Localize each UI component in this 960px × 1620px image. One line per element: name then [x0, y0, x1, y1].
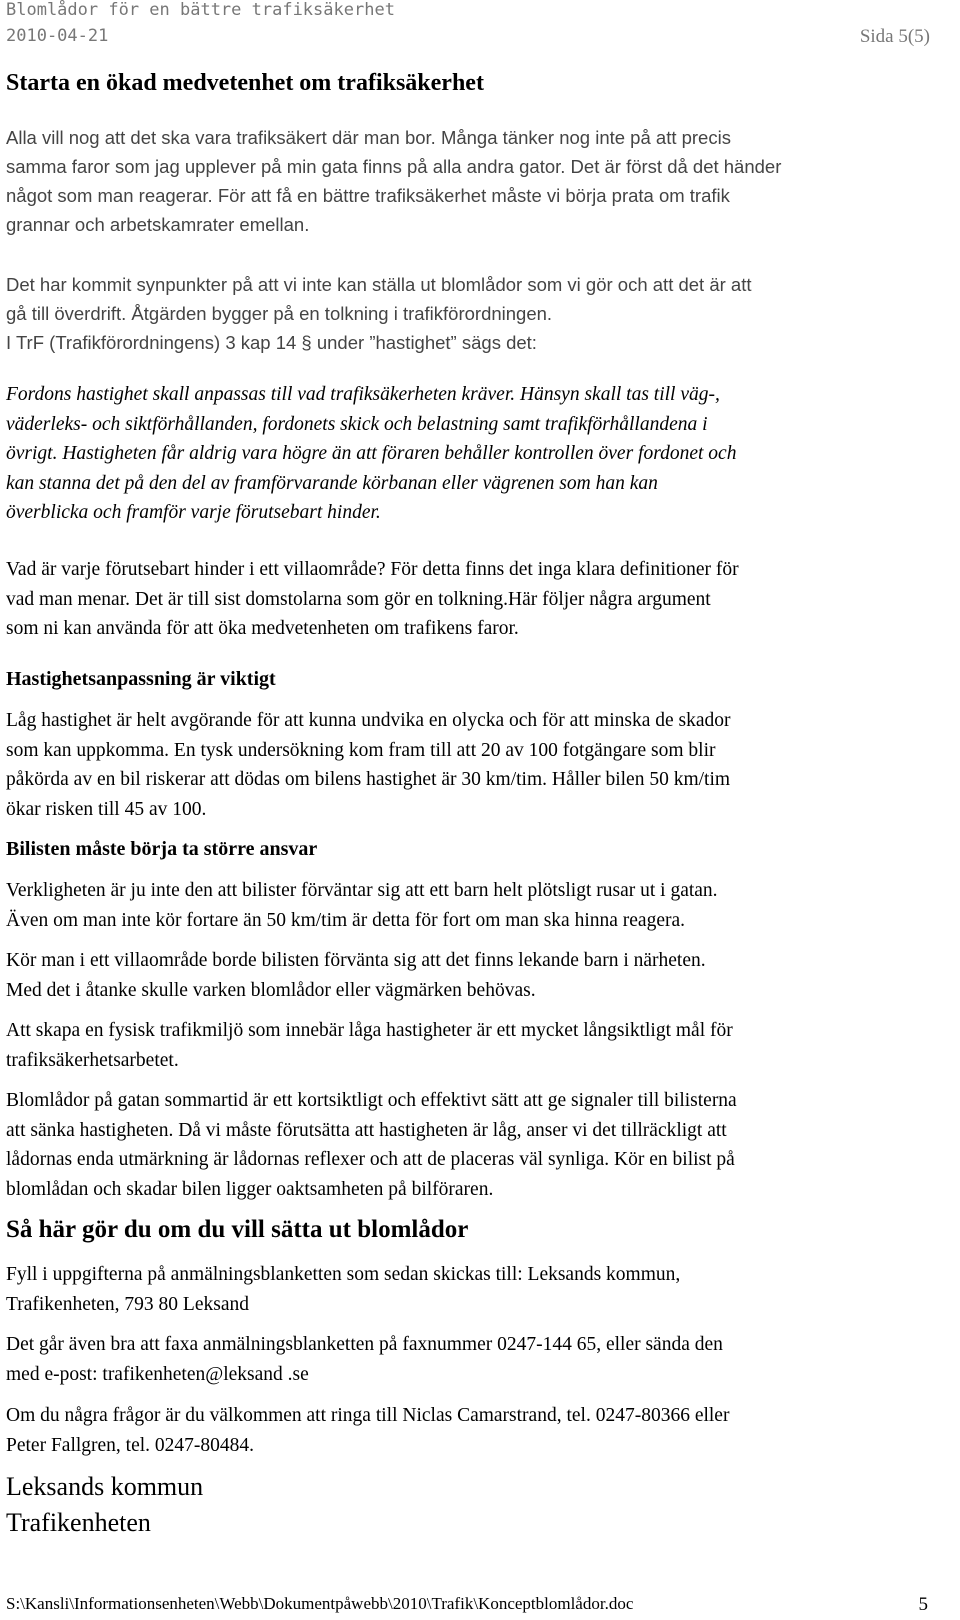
signature-department: Trafikenheten	[6, 1508, 151, 1537]
section-speed-paragraph	[6, 706, 936, 824]
howto-line: Om du några frågor är du välkommen att ringa till Niclas Camarstrand, tel. 0247-80366 eller	[6, 1405, 730, 1426]
question-line: Vad är varje förutsebart hinder i ett villaområde? För detta finns det inga klara definitioner för	[6, 559, 739, 580]
howto-line: Fyll i uppgifterna på anmälningsblanketten som sedan skickas till: Leksands kommun,	[6, 1264, 681, 1285]
driver-line: blomlådan och skadar bilen ligger oaktsamheten på bilföraren.	[6, 1178, 494, 1200]
driver-line: Med det i åtanke skulle varken blomlådor eller vägmärken behövas.	[6, 979, 536, 1001]
quote-line: kan stanna det på den del av framförvarande körbanan eller vägrenen som han kan	[6, 472, 658, 494]
speed-line: påkörda av en bil riskerar att dödas om bilens hastighet är 30 km/tim. Håller bilen 50 km/tim	[6, 769, 731, 790]
intro-line: grannar och arbetskamrater emellan.	[6, 214, 310, 235]
intro-line: något som man reagerar. För att få en bättre trafiksäkerhet måste vi börja prata om trafik	[6, 185, 730, 206]
question-paragraph	[6, 555, 936, 644]
quote-line: överblicka och framför varje förutsebart hinder.	[6, 502, 381, 523]
heading-awareness: Starta en ökad medvetenhet om trafiksäkerhet	[6, 70, 484, 96]
howto-paragraph-3	[6, 1401, 936, 1460]
question-line: vad man menar. Det är till sist domstolarna som gör en tolkning.Här följer några argument	[6, 588, 711, 610]
speed-line: som kan uppkomma. En tysk undersökning kom fram till att 20 av 100 fotgängare som blir	[6, 739, 716, 761]
driver-line: Kör man i ett villaområde borde bilisten förvänta sig att det finns lekande barn i närheten.	[6, 950, 706, 971]
driver-line: Även om man inte kör fortare än 50 km/tim är detta för fort om man ska hinna reagera.	[6, 909, 686, 931]
howto-line: Trafikenheten, 793 80 Leksand	[6, 1293, 249, 1315]
section-speed-title: Hastighetsanpassning är viktigt	[6, 668, 276, 690]
howto-line: Det går även bra att faxa anmälningsblanketten på faxnummer 0247-144 65, eller sända den	[6, 1334, 723, 1355]
intro-line: samma faror som jag upplever på min gata finns på alla andra gator. Det är först då det händer	[6, 156, 782, 177]
howto-paragraph-1	[6, 1260, 936, 1319]
quote-line: väderleks- och siktförhållanden, fordonets skick och belastning samt trafikförhållandena i	[6, 413, 708, 435]
question-line: som ni kan använda för att öka medvetenheten om trafikens faror.	[6, 618, 519, 639]
driver-paragraph-4	[6, 1086, 936, 1204]
header-date: 2010-04-21	[6, 26, 109, 46]
driver-line: lådornas enda utmärkning är lådornas reflexer och att de placeras väl synliga. Kör en bilist på	[6, 1149, 735, 1170]
trf-line: I TrF (Trafikförordningens) 3 kap 14 § under ”hastighet” sägs det:	[6, 332, 537, 353]
driver-paragraph-1	[6, 876, 936, 935]
intro-paragraph	[6, 123, 936, 239]
driver-paragraph-3	[6, 1016, 936, 1075]
speed-line: ökar risken till 45 av 100.	[6, 798, 207, 820]
speed-line: Låg hastighet är helt avgörande för att kunna undvika en olycka och för att minska de skador	[6, 710, 731, 731]
driver-line: trafiksäkerhetsarbetet.	[6, 1049, 179, 1071]
driver-paragraph-2	[6, 946, 936, 1005]
footer-page-number: 5	[918, 1594, 928, 1615]
driver-line: Blomlådor på gatan sommartid är ett kortsiktligt och effektivt sätt att ge signaler till bilisterna	[6, 1090, 737, 1111]
driver-line: att sänka hastigheten. Då vi måste förutsätta att hastigheten är låg, anser vi det tillräckligt att	[6, 1119, 727, 1141]
footer-file-path: S:\Kansli\Informationsenheten\Webb\Dokumentpåwebb\2010\Trafik\Konceptblomlådor.doc	[6, 1594, 634, 1613]
quote-paragraph	[6, 380, 936, 528]
heading-howto: Så här gör du om du vill sätta ut blomlådor	[6, 1216, 469, 1243]
opinion-line: gå till överdrift. Åtgärden bygger på en tolkning i trafikförordningen.	[6, 303, 553, 324]
howto-line: Peter Fallgren, tel. 0247-80484.	[6, 1434, 255, 1456]
howto-line: med e-post: trafikenheten@leksand .se	[6, 1363, 309, 1385]
driver-line: Verkligheten är ju inte den att bilister förväntar sig att ett barn helt plötsligt rusar ut i gatan.	[6, 880, 718, 901]
signature-organization: Leksands kommun	[6, 1472, 204, 1501]
opinion-line: Det har kommit synpunkter på att vi inte kan ställa ut blomlådor som vi gör och att det är att	[6, 274, 752, 295]
quote-line: Fordons hastighet skall anpassas till vad trafiksäkerheten kräver. Hänsyn skall tas till väg-,	[6, 384, 720, 405]
header-page-label: Sida 5(5)	[859, 26, 930, 47]
driver-line: Att skapa en fysisk trafikmiljö som innebär låga hastigheter är ett mycket långsiktligt mål för	[6, 1020, 733, 1041]
quote-line: övrigt. Hastigheten får aldrig vara högre än att föraren behåller kontrollen över fordonet och	[6, 443, 737, 464]
intro-line: Alla vill nog att det ska vara trafiksäkert där man bor. Många tänker nog inte på att precis	[6, 127, 731, 148]
header-title: Blomlådor för en bättre trafiksäkerhet	[6, 0, 395, 20]
opinion-paragraph	[6, 270, 936, 357]
section-driver-title: Bilisten måste börja ta större ansvar	[6, 838, 318, 860]
howto-paragraph-2	[6, 1330, 936, 1389]
